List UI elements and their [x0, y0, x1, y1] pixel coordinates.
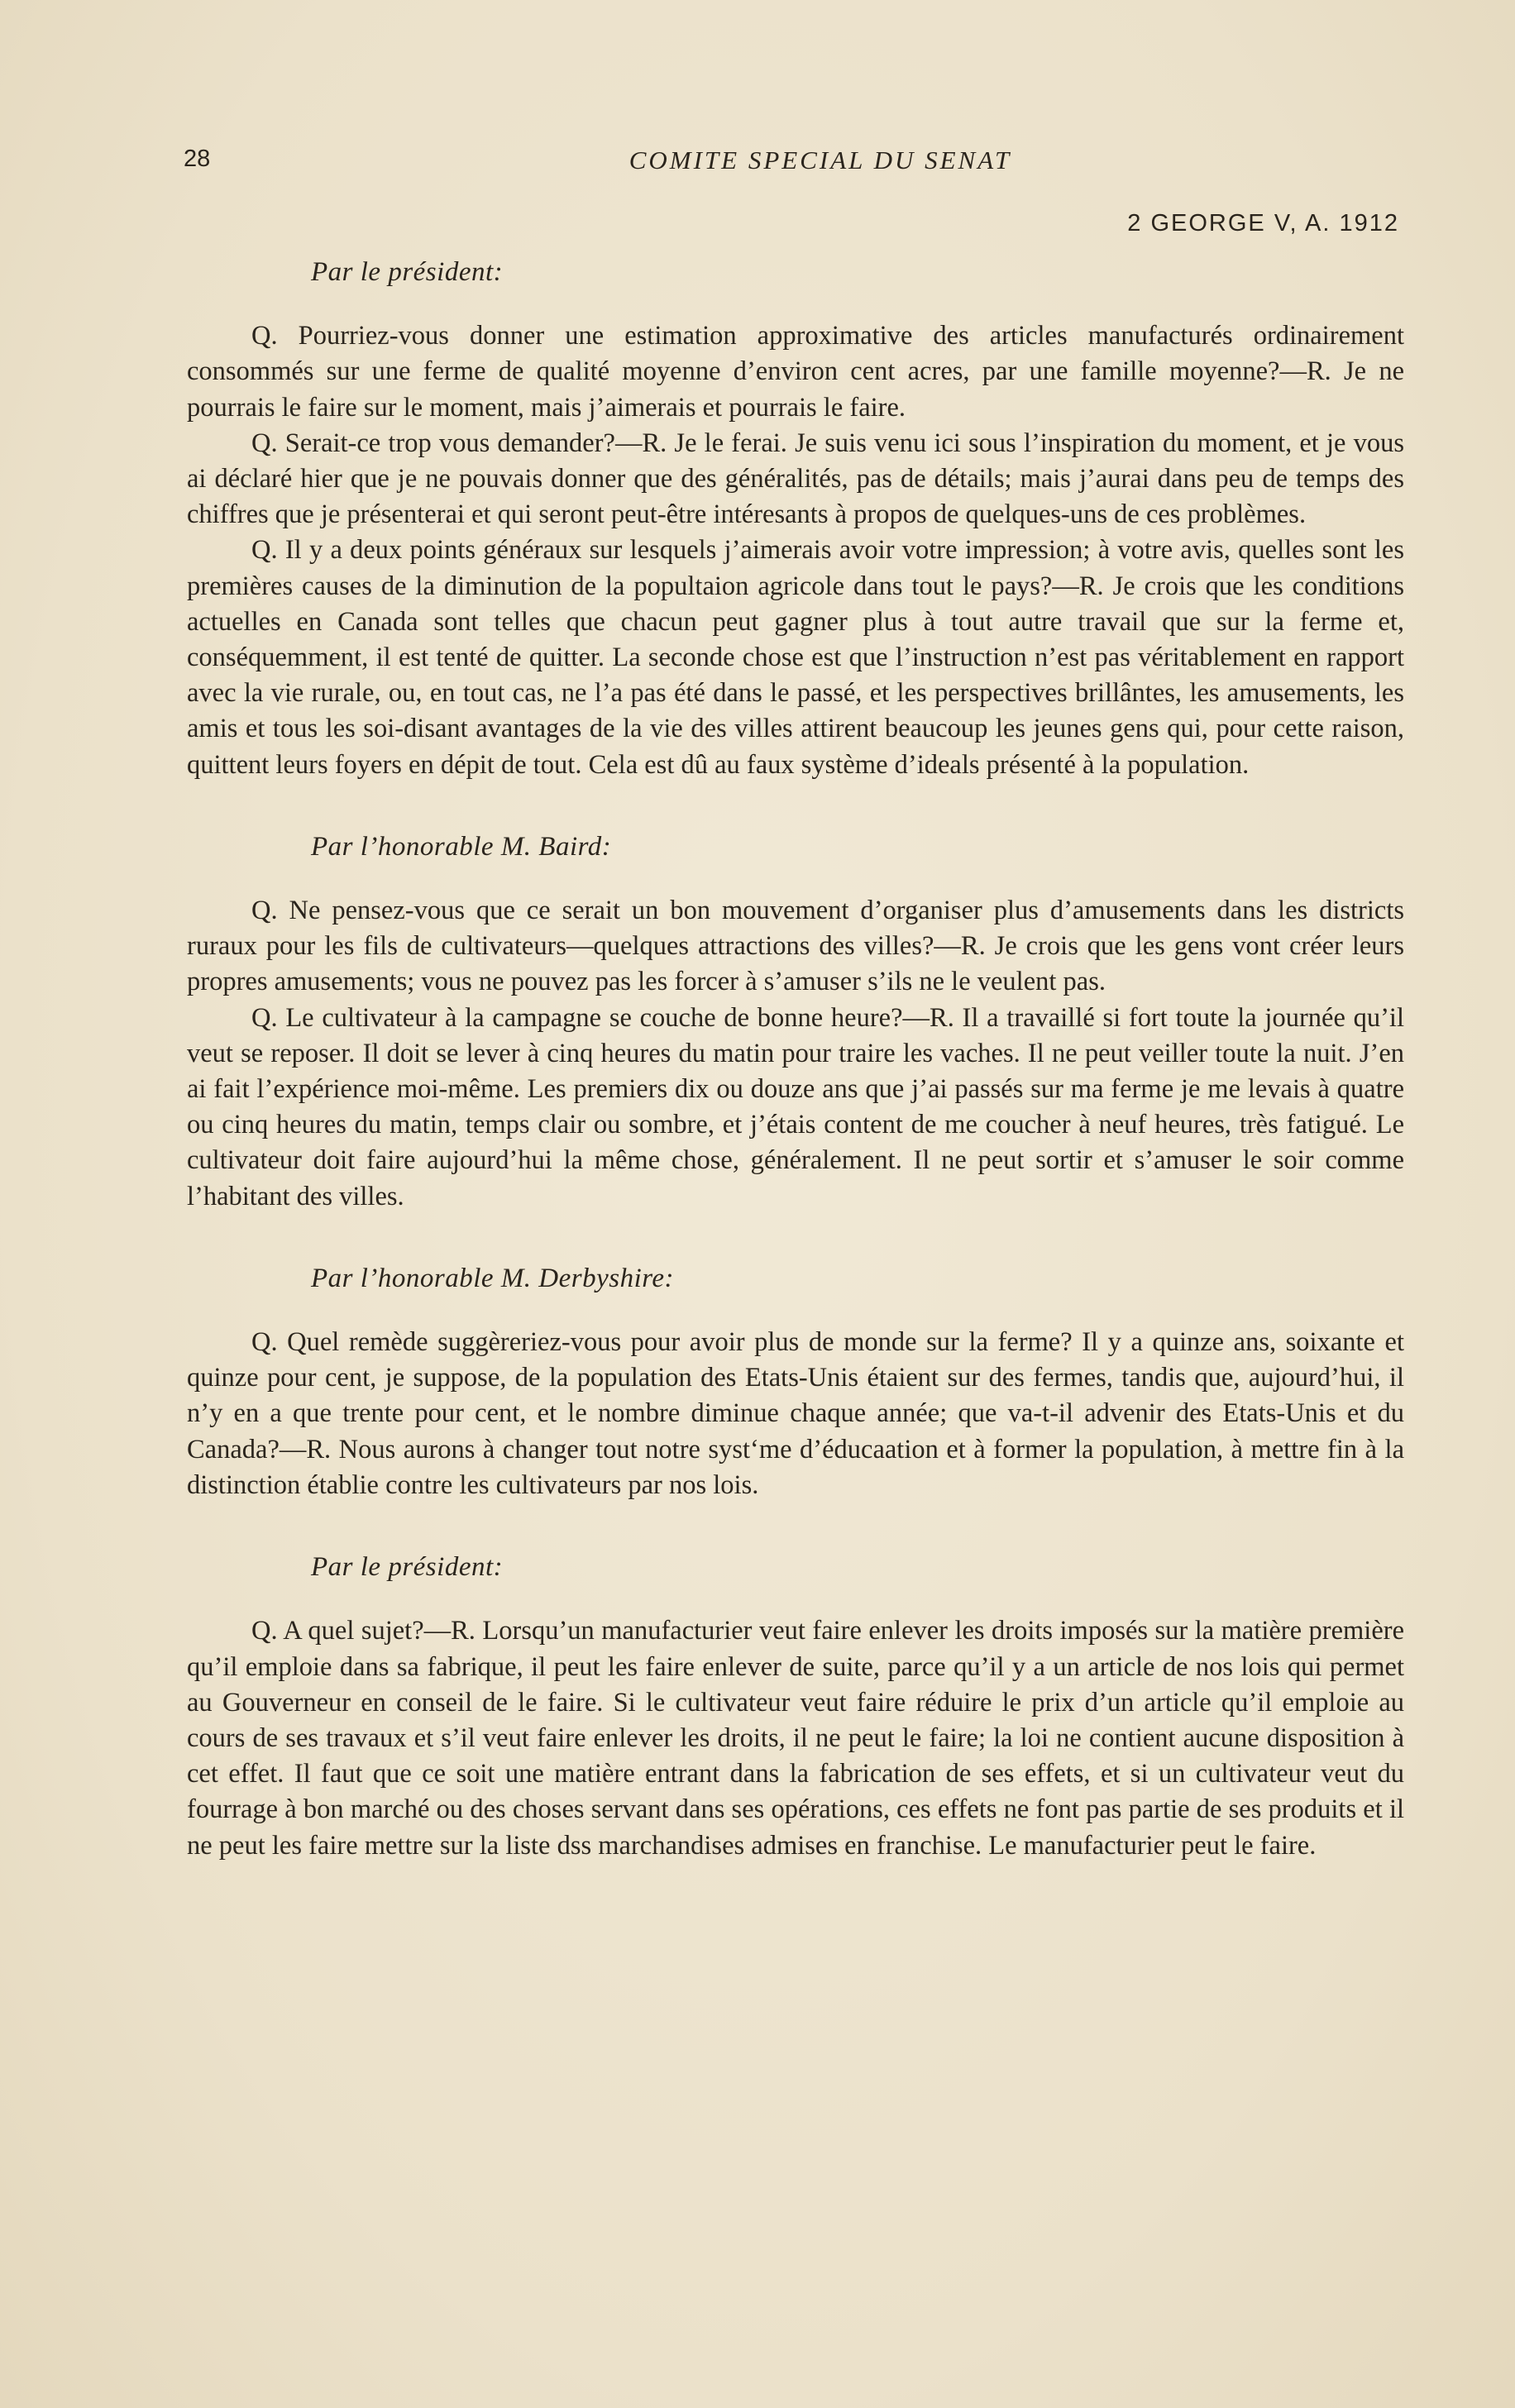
section-derbyshire — [187, 1261, 1404, 1503]
speaker-heading: Par l’honorable M. Baird: — [311, 831, 612, 862]
speaker-heading: Par le président: — [311, 257, 504, 287]
page-number: 28 — [184, 146, 211, 172]
page-header — [184, 146, 1399, 179]
paragraph: Q. Il y a deux points généraux sur lesquels j’aimerais avoir votre impression; à votre avis, quelles sont les premières causes de la diminution de la popultaion agricole dans tout le pays?—R. Je crois que les conditions actuelles en Canada sont telles que chacun peut gagner plus à tout autre travail que sur la ferme et, conséquemment, il est tenté de quitter. La seconde chose est que l’instruction n’est pas véritablement en rapport avec la vie rurale, ou, en tout cas, ne l’a pas été dans le passé, et les perspectives brillântes, les amusements, les amis et tous les soi-disant avantages de la vie des villes attirent beaucoup les jeunes gens qui, pour cette raison, quittent leurs foyers en dépit de tout. Cela est dû au faux système d’ideals présenté à la population. — [187, 535, 1404, 780]
paragraph: Q. Serait-ce trop vous demander?—R. Je le ferai. Je suis venu ici sous l’inspiration du moment, et je vous ai déclaré hier que je ne pouvais donner que des généralités, pas de détails; mais j’aurai dans peu de temps des chiffres que je présenterai et qui seront peut-être intéresants à propos de quelques-uns de ces problèmes. — [187, 428, 1404, 530]
paragraph: Q. Ne pensez-vous que ce serait un bon mouvement d’organiser plus d’amusements dans les districts ruraux pour les fils de cultivateurs—quelques attractions des villes?—R. Je crois que les gens vont créer leurs propres amusements; vous ne pouvez pas les forcer à s’amuser s’ils ne le veulent pas. — [187, 896, 1404, 997]
section-president-1 — [187, 255, 1404, 783]
running-title: COMITE SPECIAL DU SENAT — [628, 146, 1012, 174]
paragraph: Q. A quel sujet?—R. Lorsqu’un manufacturier veut faire enlever les droits imposés sur la matière première qu’il emploie dans sa fabrique, il peut les faire enlever de suite, parce qu’il y a un article de nos lois qui permet au Gouverneur en conseil de le faire. Si le cultivateur veut faire réduire le prix d’un article qu’il emploie au cours de ses travaux et s’il veut faire enlever les droits, il ne peut le faire; la loi ne contient aucune disposition à cet effet. Il faut que ce soit une matière entrant dans la fabrication de ses effets, et si un cultivateur veut du fourrage à bon marché ou des choses servant dans ses opérations, ces effets ne font pas partie de ses produits et il ne peut les faire mettre sur la liste dss marchandises admises en franchise. Le manufacturier peut le faire. — [187, 1616, 1404, 1861]
section-president-2 — [187, 1550, 1404, 1864]
speaker-heading: Par le président: — [311, 1552, 504, 1583]
speaker-heading: Par l’honorable M. Derbyshire: — [311, 1263, 675, 1293]
paragraph: Q. Quel remède suggèreriez-vous pour avoir plus de monde sur la ferme? Il y a quinze ans, soixante et quinze pour cent, je suppose, de la population des Etats-Unis étaient sur des fermes, tandis que, aujourd’hui, il n’y en a que trente pour cent, et le nombre diminue chaque année; que va-t-il advenir des Etats-Unis et du Canada?—R. Nous aurons à changer tout notre syst‘me d’éducaation et à former la population, à mettre fin à la distinction établie contre les cultivateurs par nos lois. — [187, 1327, 1404, 1500]
document-body — [187, 255, 1404, 1864]
edition-label: 2 GEORGE V, A. 1912 — [1127, 210, 1399, 236]
section-baird — [187, 829, 1404, 1215]
paragraph: Q. Pourriez-vous donner une estimation approximative des articles manufacturés ordinairement consommés sur une ferme de qualité moyenne d’environ cent acres, par une famille moyenne?—R. Je ne pourrais le faire sur le moment, mais j’aimerais et pourrais le faire. — [187, 321, 1404, 423]
paragraph: Q. Le cultivateur à la campagne se couche de bonne heure?—R. Il a travaillé si fort toute la journée qu’il veut se reposer. Il doit se lever à cinq heures du matin pour traire les vaches. Il ne peut veiller toute la nuit. J’en ai fait l’expérience moi-même. Les premiers dix ou douze ans que j’ai passés sur ma ferme je me levais à quatre ou cinq heures du matin, temps clair ou sombre, et j’étais content de me coucher à neuf heures, très fatigué. Le cultivateur doit faire aujourd’hui la même chose, généralement. Il ne peut sortir et s’amuser le soir comme l’habitant des villes. — [187, 1002, 1404, 1211]
